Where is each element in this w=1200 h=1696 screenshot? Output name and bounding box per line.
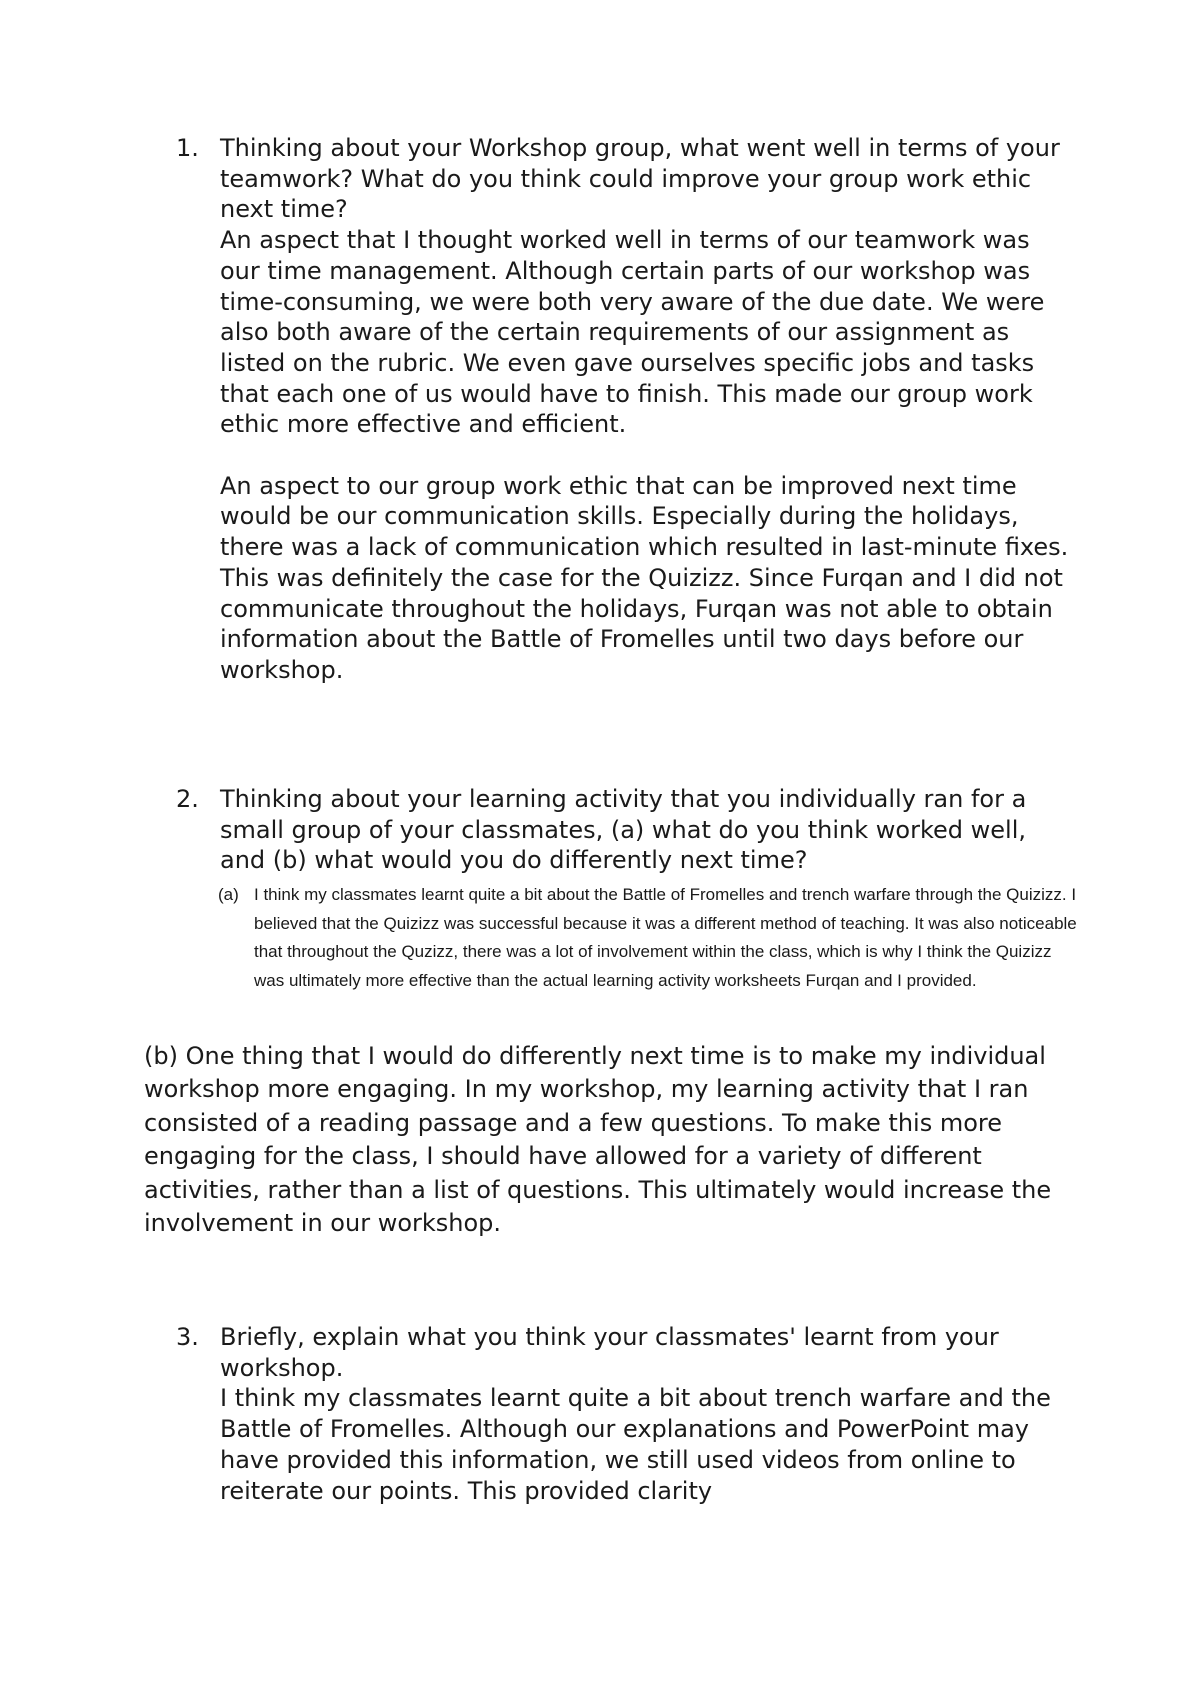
question-2 xyxy=(176,784,1076,876)
question-1-answer-paragraph-2: An aspect to our group work ethic that can be improved next time would be our communication skills. Especially during the holidays, there was a lack of communication which resulted in last-minute fixes. This was definitely the case for the Quizizz. Since Furqan and I did not communicate throughout the holidays, Furqan was not able to obtain information about the Battle of Fromelles until two days before our workshop. xyxy=(220,471,1069,684)
question-2-sub-a xyxy=(218,881,1078,995)
question-1-prompt: Thinking about your Workshop group, what went well in terms of your teamwork? What do you think could improve your group work ethic next time? xyxy=(220,134,1060,224)
question-3 xyxy=(176,1322,1076,1506)
sub-a-text: I think my classmates learnt quite a bit about the Battle of Fromelles and trench warfare through the Quizizz. I believed that the Quizizz was successful because it was a different method of teaching. It was also noticeable that throughout the Quzizz, there was a lot of involvement within the class, which is why I think the Quizizz was ultimately more effective than the actual learning activity worksheets Furqan and I provided. xyxy=(254,885,1077,990)
question-3-answer-paragraph-1: I think my classmates learnt quite a bit about trench warfare and the Battle of Fromelles. Although our explanations and PowerPoint may have provided this information, we still used videos from online to reiterate our points. This provided clarity xyxy=(220,1384,1051,1505)
sub-b-text: (b) One thing that I would do differently next time is to make my individual workshop more engaging. In my workshop, my learning activity that I ran consisted of a reading passage and a few questions. To make this more engaging for the class, I should have allowed for a variety of different activities, rather than a list of questions. This ultimately would increase the involvement in our workshop. xyxy=(144,1042,1052,1238)
question-1-number: 1. xyxy=(176,134,199,162)
sub-a-label: (a) xyxy=(218,885,239,904)
question-1 xyxy=(176,133,1076,686)
question-3-number: 3. xyxy=(176,1323,199,1351)
question-2-number: 2. xyxy=(176,785,199,813)
question-2-sub-b xyxy=(144,1040,1054,1240)
question-3-prompt: Briefly, explain what you think your classmates' learnt from your workshop. xyxy=(220,1323,999,1382)
question-1-answer-paragraph-1: An aspect that I thought worked well in terms of our teamwork was our time management. Although certain parts of our workshop was time-consuming, we were both very aware of the due date. We were also both aware of the certain requirements of our assignment as listed on the rubric. We even gave ourselves specific jobs and tasks that each one of us would have to finish. This made our group work ethic more effective and efficient. xyxy=(220,226,1045,439)
question-2-prompt: Thinking about your learning activity that you individually ran for a small group of your classmates, (a) what do you think worked well, and (b) what would you do differently next time? xyxy=(220,785,1027,875)
